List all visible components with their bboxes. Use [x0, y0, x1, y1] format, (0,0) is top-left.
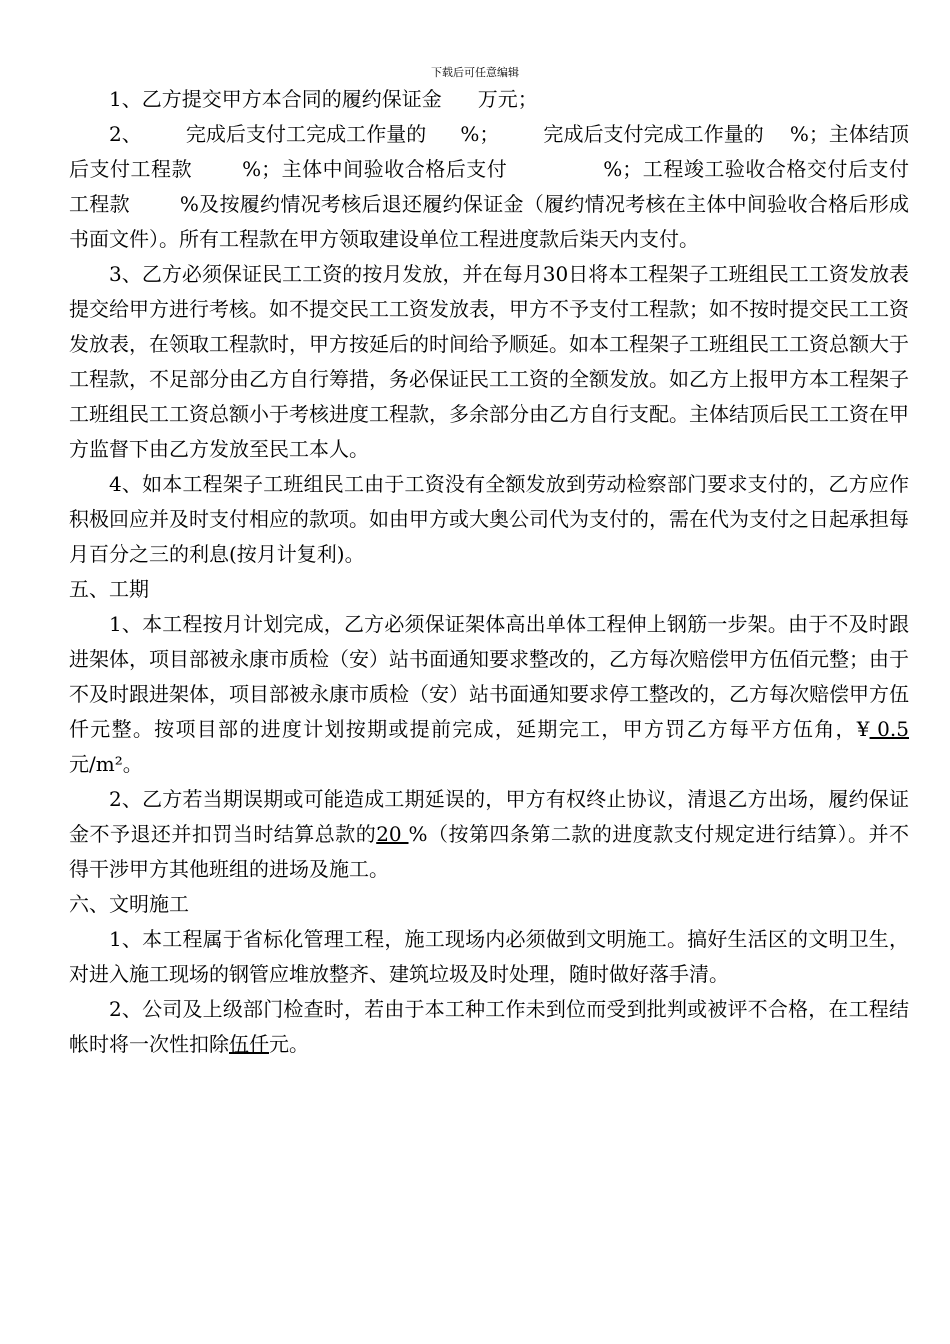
clause-schedule-penalty	[69, 607, 909, 782]
clause-text: 万元；	[477, 87, 538, 111]
clause-wage-liability: 4、如本工程架子工班组民工由于工资没有全额发放到劳动检察部门要求支付的，乙方应作积极回应并及时支付相应的款项。如由甲方或大奥公司代为支付的，需在代为支付之日起承担每月百分之三的利息(按月计复利)。	[69, 472, 909, 566]
section-heading-civilized-construction: 六、文明施工	[69, 892, 189, 916]
blank-field	[499, 140, 543, 141]
clause-text: %；主体结顶后支付工程款	[69, 122, 910, 181]
blank-field	[130, 210, 180, 211]
blank-field	[764, 140, 790, 141]
clause-performance-bond	[69, 82, 909, 117]
clause-text: 元。	[269, 1032, 309, 1056]
contract-body	[69, 82, 909, 1062]
deduction-amount: 伍仟	[229, 1032, 269, 1056]
blank-field	[507, 175, 603, 176]
blank-field	[442, 105, 478, 106]
blank-field	[426, 140, 460, 141]
clause-wage-payment: 3、乙方必须保证民工工资的按月发放，并在每月30日将本工程架子工班组民工工资发放表提交给甲方进行考核。如不提交民工工资发放表，甲方不予支付工程款；如不按时提交民工工资发放表，在领取工程款时，甲方按延后的时间给予顺延。如本工程架子工班组民工工资总额大于工程款，不足部分由乙方自行筹措，务必保证民工工资的全额发放。如乙方上报甲方本工程架子工班组民工工资总额小于考核进度工程款，多余部分由乙方自行支配。主体结顶后民工工资在甲方监督下由乙方发放至民工本人。	[69, 262, 909, 461]
penalty-percent: 20	[376, 822, 409, 846]
clause-text: 1、本工程按月计划完成，乙方必须保证架体高出单体工程伸上钢筋一步架。由于不及时跟进架体，项目部被永康市质检（安）站书面通知要求整改的，乙方每次赔偿甲方伍佰元整；由于不及时跟进架体，项目部被永康市质检（安）站书面通知要求停工整改的，乙方每次赔偿甲方伍仟元整。按项目部的进度计划按期或提前完成，延期完工，甲方罚乙方每平方伍角，¥	[69, 612, 909, 741]
clause-text: %；工程竣工验收合格交付后支付工程款	[69, 157, 909, 216]
blank-field	[142, 140, 186, 141]
clause-text: 1、乙方提交甲方本合同的履约保证金	[109, 87, 442, 111]
clause-text: 2、公司及上级部门检查时，若由于本工种工作未到位而受到批判或被评不合格，在工程结帐时将一次性扣除	[69, 997, 909, 1056]
clause-site-standards: 1、本工程属于省标化管理工程，施工现场内必须做到文明施工。搞好生活区的文明卫生，对进入施工现场的钢管应堆放整齐、建筑垃圾及时处理，随时做好落手清。	[69, 927, 909, 986]
clause-delay-termination	[69, 782, 909, 887]
clause-text: %（按第四条第二款的进度款支付规定进行结算）。并不得干涉甲方其他班组的进场及施工。	[69, 822, 910, 881]
clause-text: %及按履约情况考核后退还履约保证金（履约情况考核在主体中间验收合格后形成书面文件）。所有工程款在甲方领取建设单位工程进度款后柒天内支付。	[69, 192, 909, 251]
blank-field	[192, 175, 242, 176]
page-header-note: 下载后可任意编辑	[431, 66, 519, 79]
clause-text: 2、乙方若当期误期或可能造成工期延误的，甲方有权终止协议，清退乙方出场，履约保证金不予退还并扣罚当时结算总款的	[69, 787, 909, 846]
section-heading-schedule: 五、工期	[69, 577, 149, 601]
clause-text: 完成后支付完成工作量的	[543, 122, 764, 146]
clause-text: 2、	[109, 122, 142, 146]
clause-inspection-deduction	[69, 992, 909, 1062]
clause-text: %；	[460, 122, 500, 146]
clause-text: 元/m²。	[69, 752, 143, 776]
clause-payment-schedule	[69, 117, 909, 257]
clause-text: %；主体中间验收合格后支付	[242, 157, 508, 181]
clause-text: 完成后支付工完成工作量的	[185, 122, 427, 146]
penalty-amount: 0.5	[869, 717, 909, 741]
